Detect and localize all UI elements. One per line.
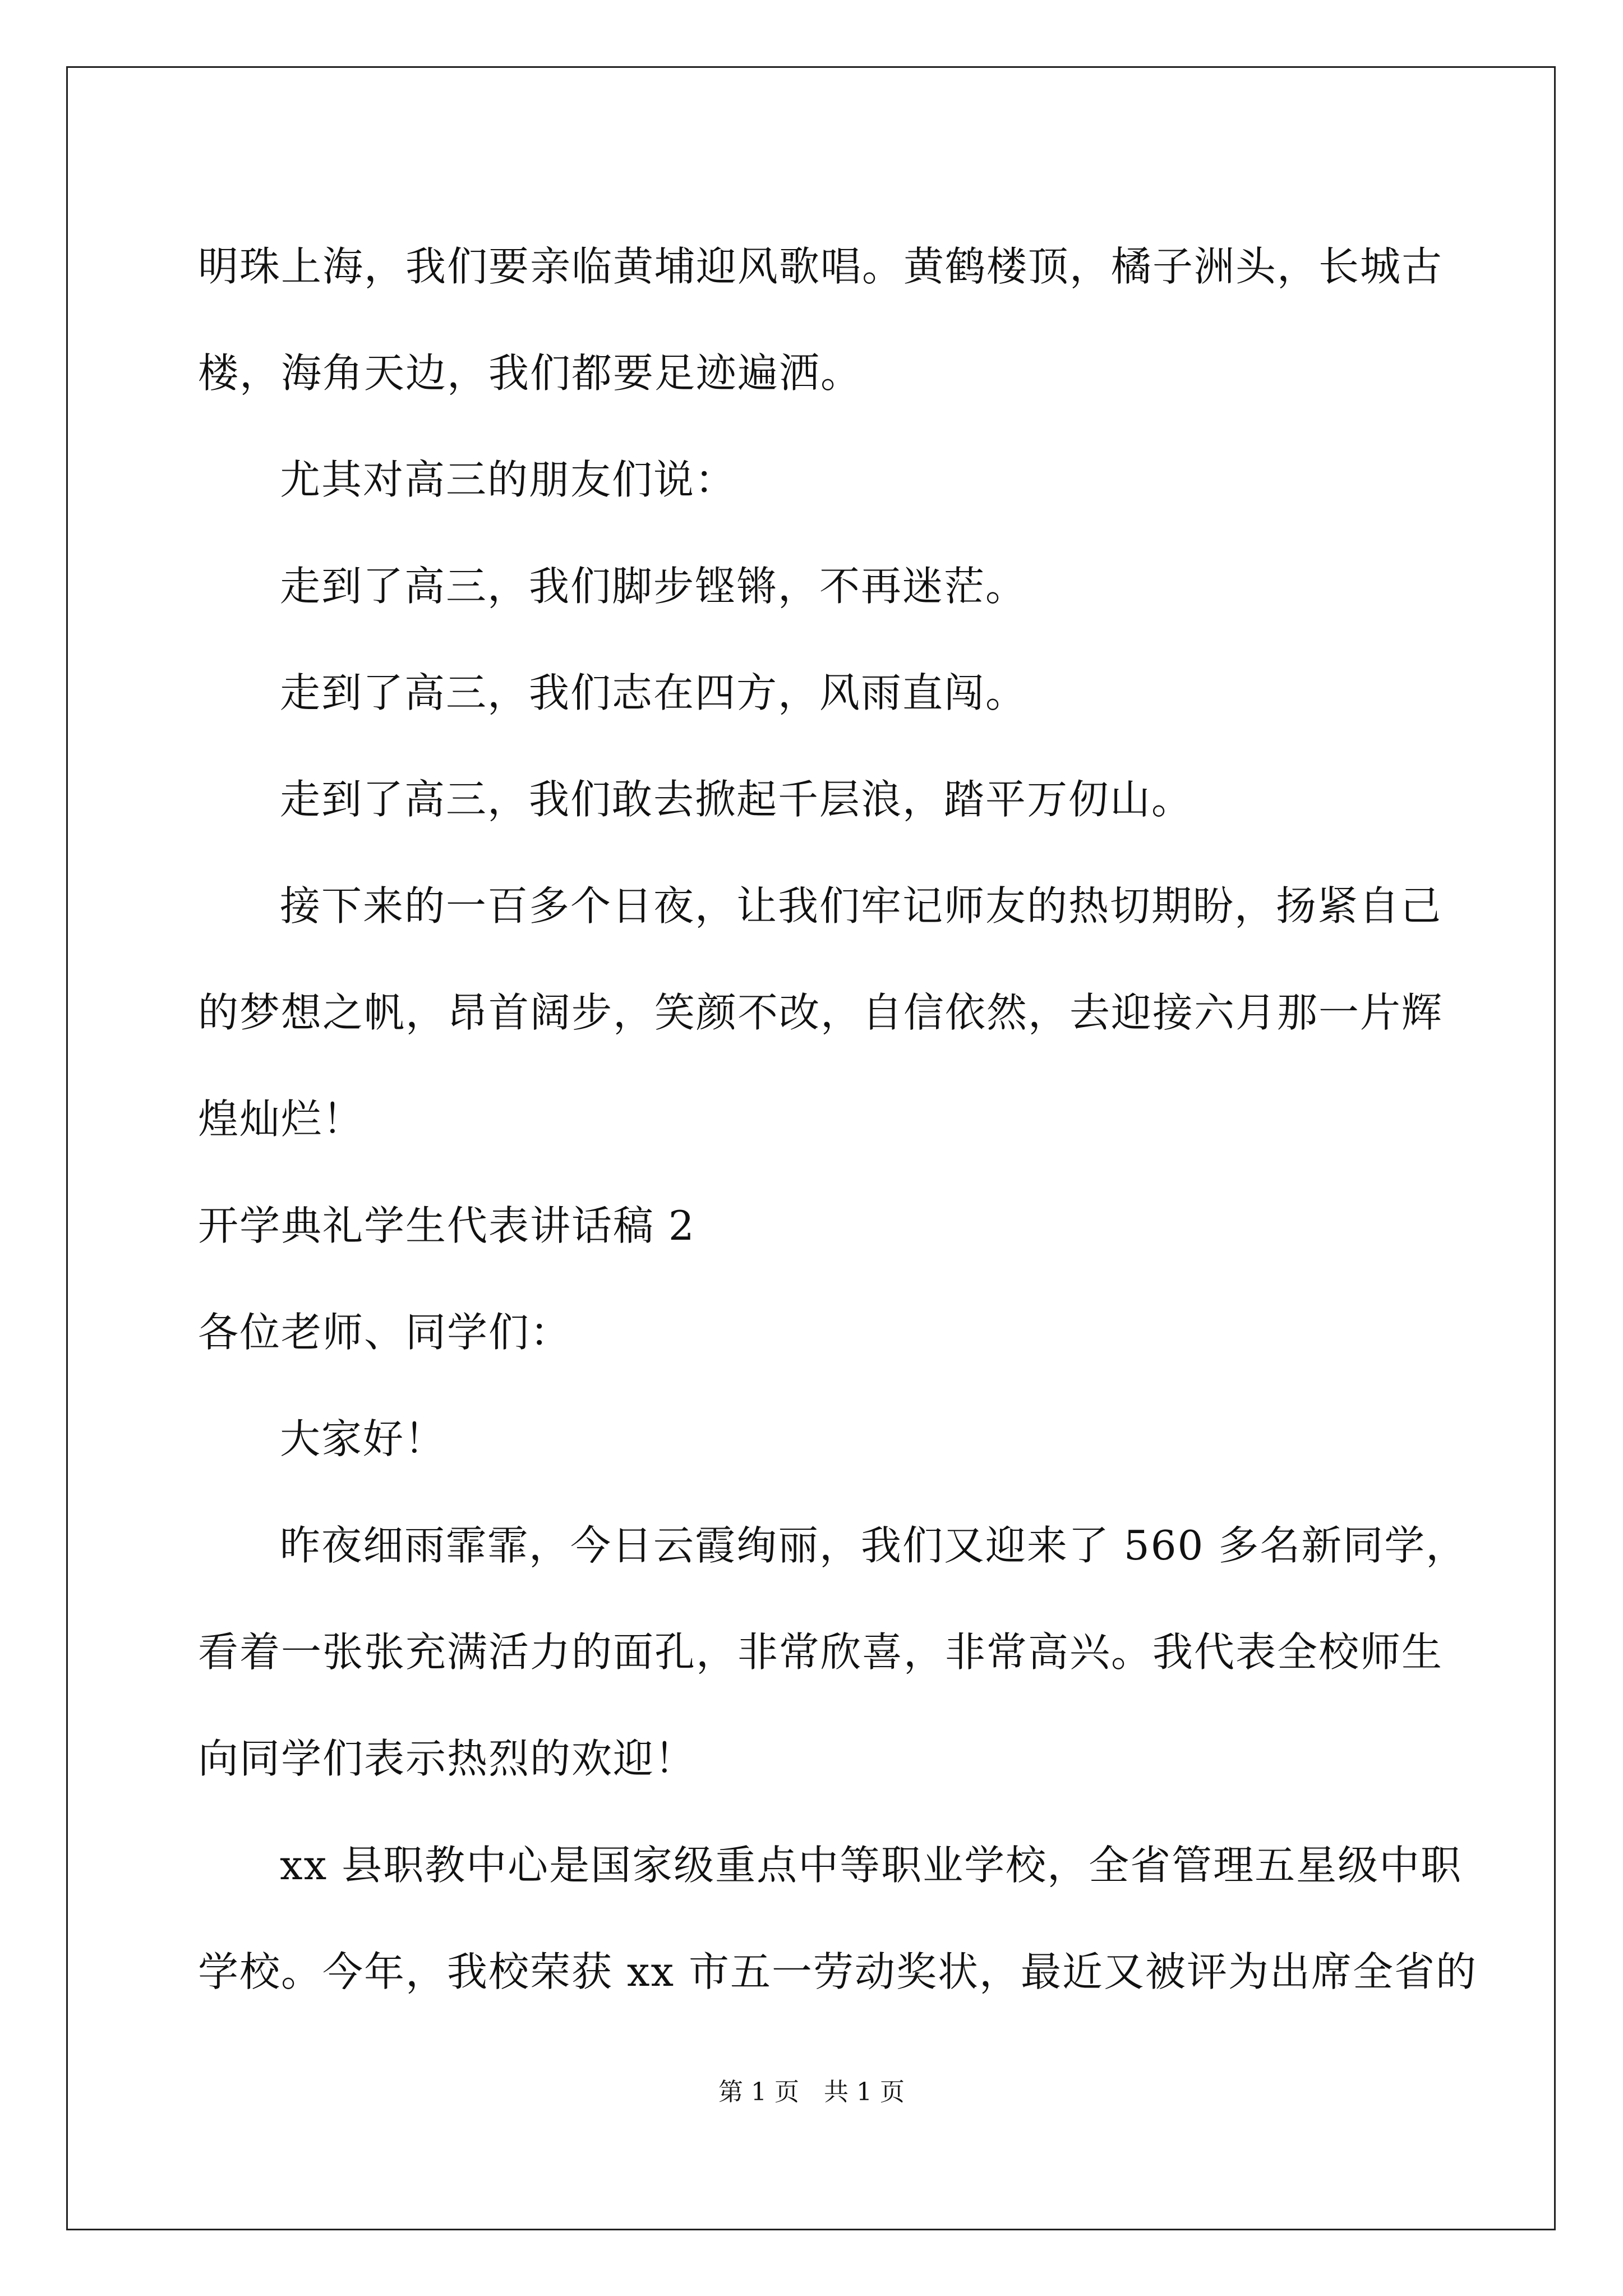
text-line: 明珠上海，我们要亲临黄埔迎风歌唱。黄鹤楼顶，橘子洲头，长城古 [198,243,1444,290]
page-number: 第 1 页 [718,2078,799,2106]
text-line: 尤其对高三的朋友们说： [280,456,737,503]
text-line: 昨夜细雨霏霏，今日云霞绚丽，我们又迎来了 560 多名新同学， [280,1522,1468,1569]
document-body [198,213,1477,2025]
text-line: 学校。今年，我校荣获 xx 市五一劳动奖状，最近又被评为出席全省的 [198,1948,1477,1995]
text-line: 看着一张张充满活力的面孔，非常欣喜，非常高兴。我代表全校师生 [198,1628,1444,1676]
text-line: 向同学们表示热烈的欢迎！ [198,1735,697,1782]
text-line: 楼，海角天边，我们都要足迹遍洒。 [198,349,863,397]
text-line: 走到了高三，我们志在四方，风雨直闯。 [280,669,1027,716]
greeting: 大家好！ [280,1415,446,1462]
text-line: xx 县职教中心是国家级重点中等职业学校，全省管理五星级中职 [280,1842,1463,1889]
text-line: 煌灿烂！ [198,1096,365,1143]
text-line: 走到了高三，我们敢去掀起千层浪，踏平万仞山。 [280,776,1193,823]
salutation: 各位老师、同学们： [198,1309,572,1356]
text-line: 的梦想之帆，昂首阔步，笑颜不改，自信依然，去迎接六月那一片辉 [198,989,1444,1036]
text-line: 走到了高三，我们脚步铿锵，不再迷茫。 [280,563,1027,610]
page-total: 共 1 页 [824,2078,905,2106]
page-footer [0,2076,1623,2109]
text-line: 接下来的一百多个日夜，让我们牢记师友的热切期盼，扬紧自己 [280,882,1442,930]
section-heading: 开学典礼学生代表讲话稿 2 [198,1202,695,1249]
